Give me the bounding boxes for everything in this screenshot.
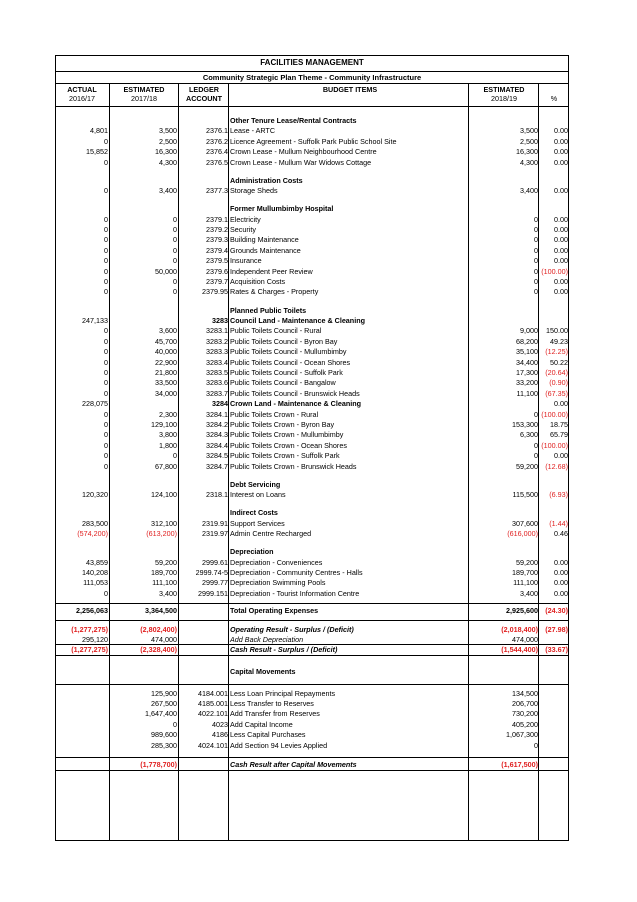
ledger-account: 2376.2	[206, 136, 228, 146]
estimated-value: 3,500	[159, 126, 177, 136]
percent-change: (0.90)	[549, 378, 568, 388]
estimated-value: 189,700	[151, 567, 177, 577]
capital-item: Add Section 94 Levies Applied	[230, 740, 328, 750]
actual-value: 0	[104, 186, 108, 196]
total-percent: (24.30)	[545, 606, 568, 616]
actual-value: 0	[104, 245, 108, 255]
ledger-account: 2376.4	[206, 147, 228, 157]
percent-change: (67.35)	[545, 388, 568, 398]
ledger-account: 2999.77	[202, 578, 228, 588]
actual-value: 0	[104, 336, 108, 346]
actual-value: 43,859	[86, 557, 108, 567]
ledger-account: 2379.7	[206, 277, 228, 287]
addback-estimated-next: 474,000	[512, 634, 538, 644]
ledger-account: 3283.4	[206, 357, 228, 367]
estimated-next-value: 2,500	[520, 136, 538, 146]
percent-change: 0.00	[554, 186, 568, 196]
result-estimated-next: (2,018,400)	[501, 624, 538, 634]
estimated-next-value: 0	[534, 440, 538, 450]
capital-estimated-next: 405,200	[512, 719, 538, 729]
actual-value: 0	[104, 440, 108, 450]
actual-value: 15,852	[86, 147, 108, 157]
actual-value: 0	[104, 430, 108, 440]
budget-item: Public Toilets Crown - Rural	[230, 409, 319, 419]
capital-estimated: 267,500	[151, 699, 177, 709]
budget-item: Rates & Charges - Property	[230, 287, 319, 297]
percent-change: 150.00	[546, 326, 568, 336]
percent-change: 0.00	[554, 245, 568, 255]
estimated-value: 3,800	[159, 430, 177, 440]
estimated-value: 45,700	[155, 336, 177, 346]
actual-value: 0	[104, 287, 108, 297]
percent-change: (100.00)	[541, 440, 568, 450]
header-estimated-next: ESTIMATED 2018/19	[483, 85, 525, 103]
total-estimated: 3,364,500	[145, 606, 177, 616]
budget-item: Public Toilets Crown - Mullumbimby	[230, 430, 344, 440]
cash-actual: (1,277,275)	[71, 644, 108, 654]
actual-value: 0	[104, 214, 108, 224]
ledger-account: 2999.61	[202, 557, 228, 567]
capital-estimated: 125,900	[151, 688, 177, 698]
budget-item: Depreciation - Community Centres - Halls	[230, 567, 363, 577]
percent-change: (20.64)	[545, 367, 568, 377]
estimated-next-value: 0	[534, 256, 538, 266]
header-percent: %	[550, 94, 558, 103]
divider	[56, 684, 568, 685]
capital-item: Add Capital Income	[230, 719, 293, 729]
actual-value: 0	[104, 157, 108, 167]
final-label: Cash Result after Capital Movements	[230, 760, 357, 770]
estimated-value: 0	[173, 214, 177, 224]
budget-item: Lease - ARTC	[230, 126, 276, 136]
percent-change: 0.00	[554, 214, 568, 224]
section-heading: Other Tenure Lease/Rental Contracts	[230, 116, 357, 125]
actual-value: 0	[104, 588, 108, 598]
percent-change: 0.00	[554, 157, 568, 167]
capital-estimated-next: 134,500	[512, 688, 538, 698]
estimated-next-value: 3,400	[520, 186, 538, 196]
addback-actual: 295,120	[82, 634, 108, 644]
budget-sheet	[55, 55, 569, 841]
ledger-account: 3283.5	[206, 367, 228, 377]
capital-estimated: 1,647,400	[145, 709, 177, 719]
ledger-account: 4186	[212, 730, 228, 740]
budget-item: Insurance	[230, 256, 262, 266]
actual-value: 140,208	[82, 567, 108, 577]
budget-item: Public Toilets Crown - Byron Bay	[230, 419, 335, 429]
actual-value: 0	[104, 235, 108, 245]
estimated-next-value: 0	[534, 266, 538, 276]
estimated-next-value: 11,100	[516, 388, 538, 398]
budget-item: Depreciation - Tourist Information Centre	[230, 588, 360, 598]
capital-estimated-next: 730,200	[512, 709, 538, 719]
estimated-value: 0	[173, 256, 177, 266]
estimated-next-value: 0	[534, 235, 538, 245]
ledger-account: 3284.5	[206, 451, 228, 461]
divider	[56, 655, 568, 656]
section-heading: Depreciation	[230, 547, 274, 557]
percent-change: 0.00	[554, 451, 568, 461]
estimated-value: 40,000	[155, 347, 177, 357]
header-estimated: ESTIMATED 2017/18	[123, 85, 165, 103]
ledger-account: 3284.4	[206, 440, 228, 450]
capital-estimated-next: 0	[534, 740, 538, 750]
actual-value: 0	[104, 388, 108, 398]
actual-value: 0	[104, 326, 108, 336]
actual-value: 228,075	[82, 399, 108, 409]
estimated-value: 312,100	[151, 518, 177, 528]
addback-label: Add Back Depreciation	[230, 634, 304, 644]
result-estimated: (2,802,400)	[140, 624, 177, 634]
actual-value: 283,500	[82, 518, 108, 528]
estimated-next-value: 3,500	[520, 126, 538, 136]
ledger-account: 2999.151	[198, 588, 228, 598]
actual-value: 0	[104, 225, 108, 235]
ledger-account: 3283.3	[206, 347, 228, 357]
ledger-account: 3284.2	[206, 419, 228, 429]
section-heading: Capital Movements	[230, 667, 296, 677]
percent-change: 0.00	[554, 287, 568, 297]
actual-value: 247,133	[82, 315, 108, 325]
budget-item: Crown Lease - Mullum Neighbourhood Centre	[230, 147, 377, 157]
ledger-account: 3283.2	[206, 336, 228, 346]
percent-change: 65.79	[550, 430, 568, 440]
ledger-account: 2379.95	[202, 287, 228, 297]
ledger-account: 2999.74-5	[195, 567, 228, 577]
percent-change: 0.00	[554, 588, 568, 598]
estimated-next-value: 16,300	[516, 147, 538, 157]
percent-change: 0.00	[554, 277, 568, 287]
result-percent: (27.98)	[545, 624, 568, 634]
estimated-value: 111,100	[152, 578, 177, 588]
capital-estimated-next: 206,700	[512, 699, 538, 709]
capital-item: Less Transfer to Reserves	[230, 699, 314, 709]
ledger-account: 2376.1	[206, 126, 228, 136]
actual-value: 0	[104, 451, 108, 461]
result-actual: (1,277,275)	[71, 624, 108, 634]
budget-item: Building Maintenance	[230, 235, 299, 245]
actual-value: 0	[104, 266, 108, 276]
section-heading: Crown Land - Maintenance & Cleaning	[230, 399, 361, 409]
actual-value: (574,200)	[77, 529, 108, 538]
divider	[56, 620, 568, 621]
actual-value: 4,801	[90, 126, 108, 136]
estimated-value: 16,300	[155, 147, 177, 157]
capital-estimated: 285,300	[151, 740, 177, 750]
estimated-next-value: (616,000)	[507, 529, 538, 538]
estimated-value: 22,900	[155, 357, 177, 367]
cash-label: Cash Result - Surplus / (Deficit)	[230, 644, 338, 654]
percent-change: 0.00	[554, 225, 568, 235]
ledger-account: 2379.2	[206, 225, 228, 235]
ledger-account: 3283.6	[206, 378, 228, 388]
percent-change: 0.00	[554, 235, 568, 245]
estimated-next-value: 0	[534, 287, 538, 297]
actual-value: 111,053	[83, 578, 108, 588]
budget-item: Crown Lease - Mullum War Widows Cottage	[230, 157, 372, 167]
estimated-next-value: 0	[534, 451, 538, 461]
total-actual: 2,256,063	[76, 606, 108, 616]
estimated-next-value: 307,600	[512, 518, 538, 528]
header-actual: ACTUAL 2016/17	[67, 85, 97, 103]
percent-change: 18.75	[550, 419, 568, 429]
estimated-next-value: 111,100	[513, 578, 538, 588]
actual-value: 0	[104, 357, 108, 367]
ledger-account: 2377.3	[206, 186, 228, 196]
estimated-value: 129,100	[151, 419, 177, 429]
estimated-value: 21,800	[155, 367, 177, 377]
divider	[56, 757, 568, 758]
estimated-next-value: 17,300	[516, 367, 538, 377]
actual-value: 120,320	[82, 490, 108, 500]
ledger-account: 2379.3	[206, 235, 228, 245]
percent-change: 49.23	[550, 336, 568, 346]
percent-change: 0.00	[554, 147, 568, 157]
section-heading: Administration Costs	[230, 175, 303, 185]
ledger-account: 2379.4	[206, 245, 228, 255]
ledger-account: 2376.5	[206, 157, 228, 167]
estimated-next-value: 0	[534, 245, 538, 255]
estimated-next-value: 0	[534, 225, 538, 235]
budget-item: Public Toilets Crown - Ocean Shores	[230, 440, 347, 450]
ledger-account: 4184.001	[198, 688, 228, 698]
budget-item: Public Toilets Crown - Brunswick Heads	[230, 461, 357, 471]
estimated-next-value: 6,300	[520, 430, 538, 440]
budget-item: Grounds Maintenance	[230, 245, 301, 255]
estimated-value: 2,300	[159, 409, 177, 419]
section-heading: Planned Public Toilets	[230, 305, 307, 315]
ledger-account: 4023	[212, 719, 228, 729]
estimated-next-value: 0	[534, 214, 538, 224]
budget-item: Public Toilets Crown - Suffolk Park	[230, 451, 340, 461]
actual-value: 0	[104, 347, 108, 357]
budget-item: Public Toilets Council - Ocean Shores	[230, 357, 351, 367]
estimated-next-value: 153,300	[512, 419, 538, 429]
budget-item: Admin Centre Recharged	[230, 529, 312, 538]
capital-estimated: 989,600	[151, 730, 177, 740]
ledger-account: 3284	[212, 399, 228, 409]
divider	[56, 71, 568, 72]
col-line	[178, 83, 179, 840]
percent-change: 50.22	[550, 357, 568, 367]
header-ledger: LEDGER ACCOUNT	[186, 85, 222, 103]
estimated-value: 34,000	[155, 388, 177, 398]
actual-value: 0	[104, 409, 108, 419]
ledger-account: 2379.5	[206, 256, 228, 266]
estimated-value: 1,800	[159, 440, 177, 450]
budget-item: Public Toilets Council - Rural	[230, 326, 322, 336]
budget-item: Acquisition Costs	[230, 277, 286, 287]
ledger-account: 3284.3	[206, 430, 228, 440]
ledger-account: 4185.001	[198, 699, 228, 709]
capital-estimated: 0	[173, 719, 177, 729]
addback-estimated: 474,000	[151, 634, 177, 644]
budget-item: Electricity	[230, 214, 261, 224]
col-line	[109, 83, 110, 840]
ledger-account: 4024.101	[198, 740, 228, 750]
actual-value: 0	[104, 136, 108, 146]
estimated-value: 0	[173, 245, 177, 255]
divider	[56, 644, 568, 645]
ledger-account: 3284.7	[206, 461, 228, 471]
total-estimated-next: 2,925,600	[506, 606, 538, 616]
budget-item: Public Toilets Council - Bangalow	[230, 378, 336, 388]
estimated-next-value: 189,700	[512, 567, 538, 577]
estimated-value: 124,100	[151, 490, 177, 500]
ledger-account: 2379.1	[206, 214, 228, 224]
estimated-next-value: 9,000	[520, 326, 538, 336]
percent-change: 0.00	[554, 136, 568, 146]
section-heading: Indirect Costs	[230, 508, 278, 518]
page-title: FACILITIES MANAGEMENT	[260, 58, 364, 67]
cash-estimated: (2,328,400)	[140, 644, 177, 654]
estimated-next-value: 35,100	[516, 347, 538, 357]
budget-item: Licence Agreement - Suffolk Park Public School Site	[230, 136, 397, 146]
page-subtitle: Community Strategic Plan Theme - Community Infrastructure	[202, 73, 422, 82]
budget-item: Security	[230, 225, 256, 235]
col-line	[538, 83, 539, 840]
estimated-next-value: 4,300	[520, 157, 538, 167]
estimated-next-value: 33,200	[516, 378, 538, 388]
ledger-account: 3284.1	[206, 409, 228, 419]
capital-item: Less Capital Purchases	[230, 730, 306, 740]
estimated-value: 2,500	[159, 136, 177, 146]
actual-value: 0	[104, 378, 108, 388]
estimated-next-value: 68,200	[516, 336, 538, 346]
percent-change: 0.00	[554, 567, 568, 577]
percent-change: 0.46	[554, 529, 568, 538]
capital-item: Less Loan Principal Repayments	[230, 688, 336, 698]
cash-estimated-next: (1,544,400)	[501, 644, 538, 654]
estimated-next-value: 115,500	[512, 490, 538, 500]
actual-value: 0	[104, 256, 108, 266]
budget-item: Public Toilets Council - Mullumbimby	[230, 347, 347, 357]
budget-item: Public Toilets Council - Byron Bay	[230, 336, 338, 346]
estimated-value: 0	[173, 287, 177, 297]
divider	[56, 83, 568, 84]
cash-percent: (33.67)	[545, 644, 568, 654]
ledger-account: 2379.6	[206, 266, 228, 276]
ledger-account: 3283	[212, 315, 228, 325]
actual-value: 0	[104, 461, 108, 471]
estimated-value: 0	[173, 451, 177, 461]
capital-estimated-next: 1,067,300	[506, 730, 538, 740]
divider	[56, 770, 568, 771]
estimated-next-value: 34,400	[516, 357, 538, 367]
percent-change: (1.44)	[549, 518, 568, 528]
total-label: Total Operating Expenses	[230, 606, 319, 616]
divider	[56, 106, 568, 107]
estimated-value: 0	[173, 235, 177, 245]
ledger-account: 2318.1	[206, 490, 228, 500]
estimated-value: 3,400	[159, 186, 177, 196]
header-budget-items: BUDGET ITEMS	[322, 85, 378, 94]
estimated-value: 3,600	[159, 326, 177, 336]
budget-item: Public Toilets Council - Brunswick Heads	[230, 388, 360, 398]
estimated-value: 0	[173, 225, 177, 235]
estimated-value: 50,000	[155, 266, 177, 276]
percent-change: (6.93)	[549, 490, 568, 500]
budget-item: Interest on Loans	[230, 490, 286, 500]
section-heading: Council Land - Maintenance & Cleaning	[230, 315, 365, 325]
percent-change: (100.00)	[541, 266, 568, 276]
ledger-account: 3283.7	[206, 388, 228, 398]
final-estimated-next: (1,617,500)	[501, 760, 538, 770]
divider	[56, 603, 568, 604]
percent-change: 0.00	[554, 578, 568, 588]
estimated-value: 4,300	[159, 157, 177, 167]
estimated-value: (613,200)	[146, 529, 177, 538]
estimated-value: 59,200	[155, 557, 177, 567]
percent-change: (12.25)	[545, 347, 568, 357]
final-estimated: (1,778,700)	[140, 760, 177, 770]
capital-item: Add Transfer from Reserves	[230, 709, 320, 719]
actual-value: 0	[104, 367, 108, 377]
ledger-account: 2319.91	[202, 518, 228, 528]
percent-change: 0.00	[554, 399, 568, 409]
section-heading: Debt Servicing	[230, 479, 281, 489]
percent-change: (100.00)	[541, 409, 568, 419]
estimated-value: 3,400	[159, 588, 177, 598]
ledger-account: 3283.1	[206, 326, 228, 336]
section-heading: Former Mullumbimby Hospital	[230, 204, 334, 214]
estimated-next-value: 59,200	[516, 461, 538, 471]
estimated-next-value: 0	[534, 277, 538, 287]
estimated-next-value: 0	[534, 409, 538, 419]
col-line	[228, 83, 229, 840]
estimated-value: 33,500	[155, 378, 177, 388]
percent-change: 0.00	[554, 557, 568, 567]
estimated-next-value: 59,200	[516, 557, 538, 567]
estimated-next-value: 3,400	[520, 588, 538, 598]
ledger-account: 4022.101	[198, 709, 228, 719]
budget-item: Depreciation Swimming Pools	[230, 578, 326, 588]
budget-item: Depreciation - Conveniences	[230, 557, 323, 567]
budget-item: Independent Peer Review	[230, 266, 313, 276]
actual-value: 0	[104, 419, 108, 429]
result-label: Operating Result - Surplus / (Deficit)	[230, 624, 354, 634]
budget-item: Public Toilets Council - Suffolk Park	[230, 367, 343, 377]
percent-change: 0.00	[554, 256, 568, 266]
estimated-value: 67,800	[155, 461, 177, 471]
estimated-value: 0	[173, 277, 177, 287]
percent-change: (12.68)	[545, 461, 568, 471]
ledger-account: 2319.97	[202, 529, 228, 538]
actual-value: 0	[104, 277, 108, 287]
budget-item: Support Services	[230, 518, 285, 528]
budget-item: Storage Sheds	[230, 186, 278, 196]
percent-change: 0.00	[554, 126, 568, 136]
